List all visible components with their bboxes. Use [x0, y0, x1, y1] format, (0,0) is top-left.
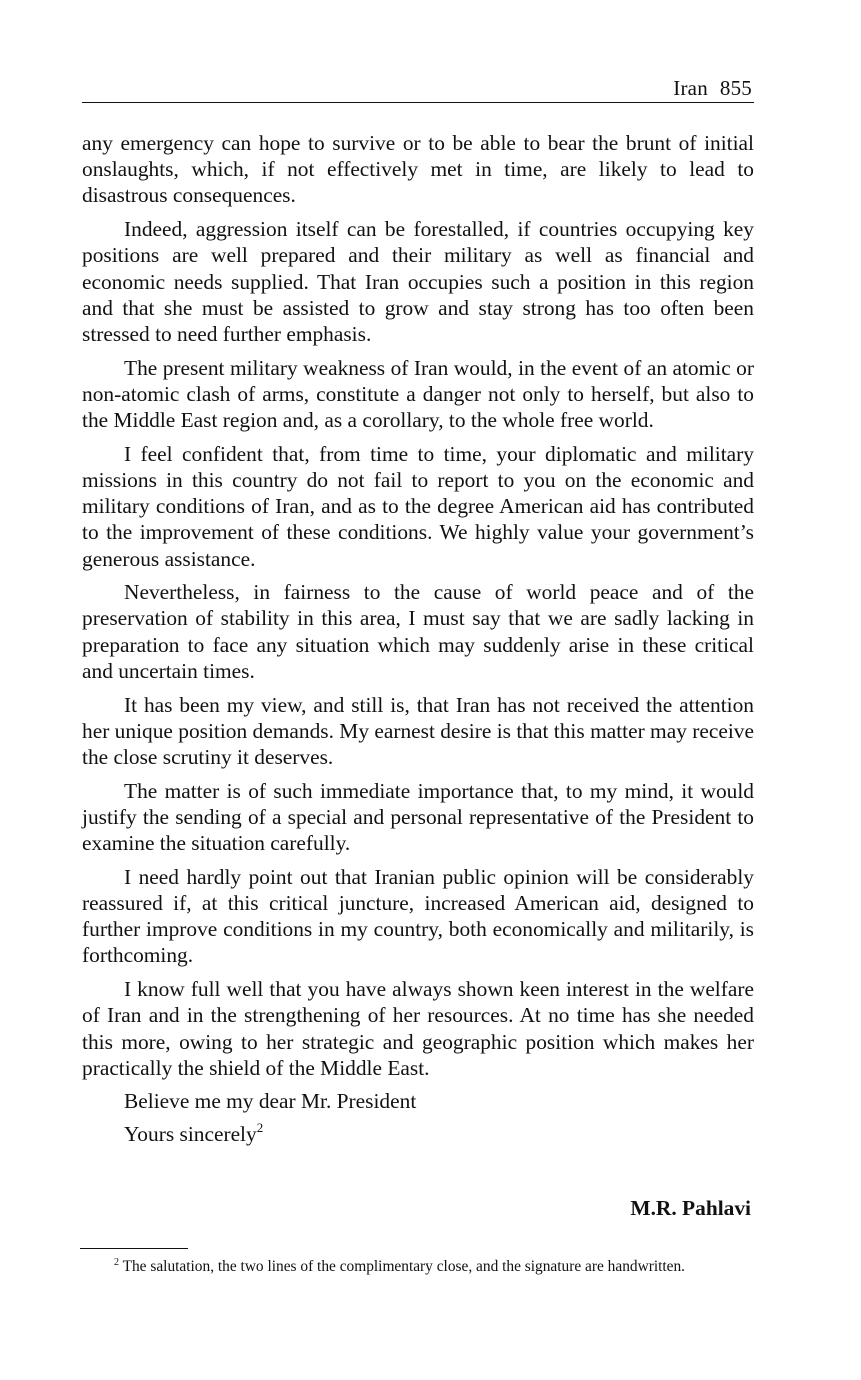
page-number: 855	[719, 76, 752, 100]
salutation: Believe me my dear Mr. President	[124, 1089, 417, 1114]
paragraph-6: It has been my view, and still is, that Iran has not received the attention her unique position demands. My earnest desire is that this matter may receive the close scrutiny it deserves.	[82, 692, 754, 769]
letter-body	[82, 130, 754, 1153]
paragraph-9: I know full well that you have always shown keen interest in the welfare of Iran and in the strengthening of her resources. At no time has she needed this more, owing to her strategic and geographic position which makes her practically the shield of the Middle East.	[82, 977, 754, 1080]
signature: M.R. Pahlavi	[630, 1196, 751, 1220]
running-title: Iran	[673, 76, 708, 100]
paragraph-8: I need hardly point out that Iranian public opinion will be considerably reassured if, at this critical juncture, increased American aid, designed to further improve conditions in my country, both economically and militarily, is forthcoming.	[82, 864, 754, 968]
complimentary-close-text: Yours sincerely	[124, 1121, 257, 1146]
running-header	[82, 74, 754, 103]
complimentary-close	[82, 1121, 754, 1147]
paragraph-1: any emergency can hope to survive or to be able to bear the brunt of initial onslaughts, which, if not effectively met in time, are likely to lead to disastrous consequences.	[82, 131, 754, 208]
paragraph-5: Nevertheless, in fairness to the cause of world peace and of the preservation of stability in this area, I must say that we are sadly lacking in preparation to face any situation which may suddenly arise in these critical and uncertain times.	[82, 580, 754, 683]
paragraph-3: The present military weakness of Iran would, in the event of an atomic or non-atomic clash of arms, constitute a danger not only to herself, but also to the Middle East region and, as a corollary, to the whole free world.	[82, 355, 754, 433]
footnote	[80, 1257, 750, 1276]
footnote-text: The salutation, the two lines of the complimentary close, and the signature are handwritten.	[122, 1258, 686, 1275]
footnote-divider	[80, 1248, 188, 1249]
header-text	[673, 76, 752, 100]
paragraph-2: Indeed, aggression itself can be forestalled, if countries occupying key positions are well prepared and their military as well as financial and economic needs supplied. That Iran occupies such a position in this region and that she must be assisted to grow and stay strong has too often been stressed to need further emphasis.	[82, 217, 754, 346]
footnote-reference[interactable]: 2	[256, 1119, 264, 1135]
paragraph-7: The matter is of such immediate importance that, to my mind, it would justify the sending of a special and personal representative of the President to examine the situation carefully.	[82, 778, 754, 856]
paragraph-4: I feel confident that, from time to time, your diplomatic and military missions in this country do not fail to report to you on the economic and military conditions of Iran, and as to the degree American aid has contributed to the improvement of these conditions. We highly value your government’s generous assistance.	[82, 441, 754, 571]
footnote-marker: 2	[114, 1257, 119, 1268]
